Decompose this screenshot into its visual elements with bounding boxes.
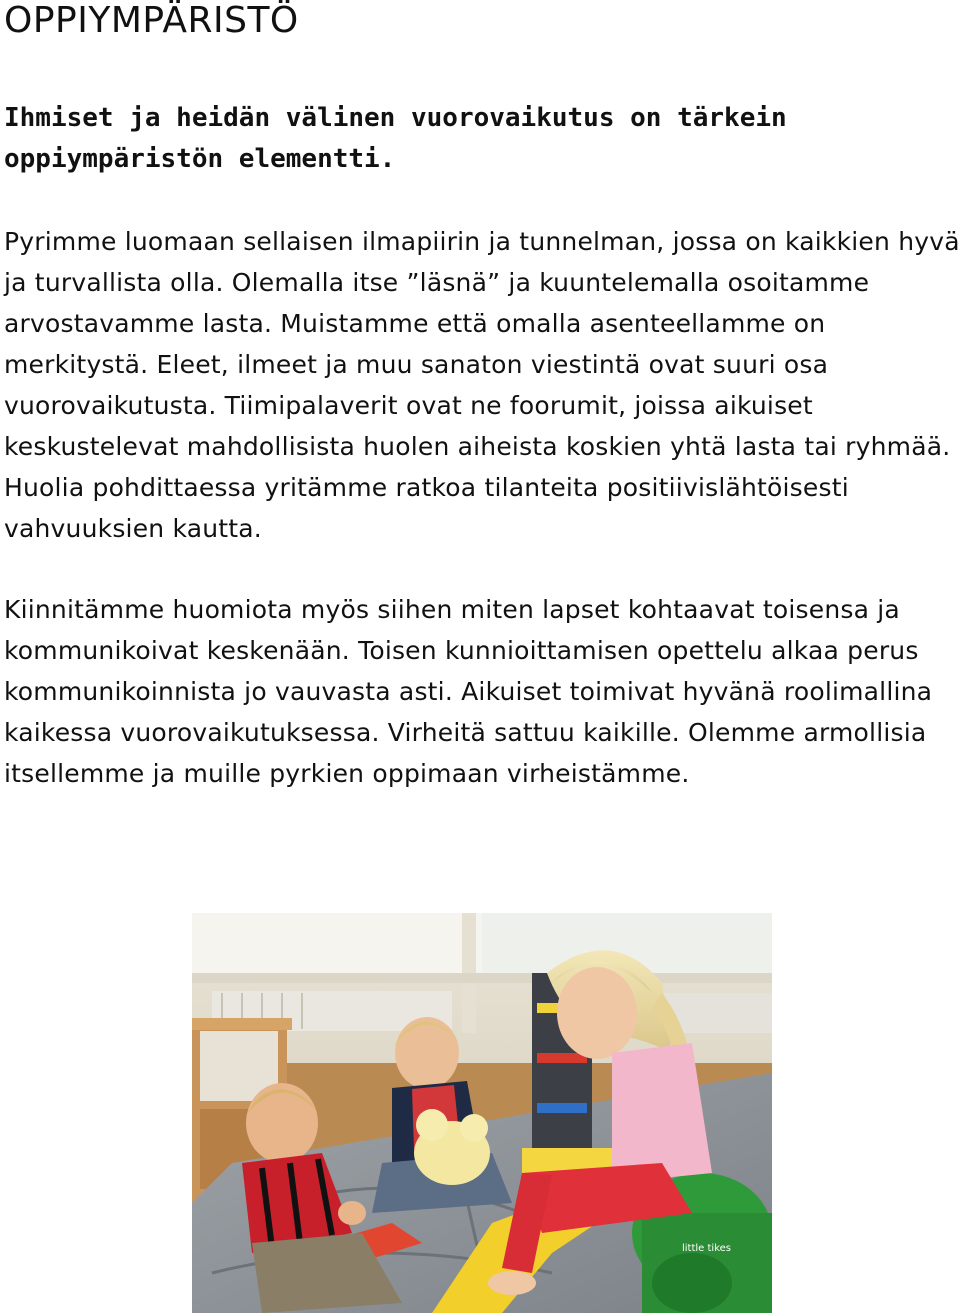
lead-paragraph: Ihmiset ja heidän välinen vuorovaikutus on tärkein oppiympäristön elementti. [4,103,787,174]
page-title: OPPIYMPÄRISTÖ [4,0,299,41]
toy-label: little tikes [682,1243,732,1254]
body-paragraph-1: Pyrimme luomaan sellaisen ilmapiirin ja tunnelman, jossa on kaikkien hyvä ja turvallista olla. Olemalla itse ”läsnä” ja kuuntelemalla osoitamme arvostavamme lasta. Muistamme että omalla asenteellamme on merkitystä. Eleet, ilmeet ja muu sanaton viestintä ovat suuri osa vuorovaikutusta. Tiimipalaverit ovat ne foorumit, joissa aikuiset keskustelevat mahdollisista huolen aiheista koskien yhtä lasta tai ryhmää. Huolia pohdittaessa yritämme ratkoa tilanteita positiivislähtöisesti vahvuuksien kautta. [4,227,960,543]
body-paragraph-2: Kiinnitämme huomiota myös siihen miten lapset kohtaavat toisensa ja kommunikoivat keskenään. Toisen kunnioittamisen opettelu alkaa perus kommunikoinnista jo vauvasta asti. Aikuiset toimivat hyvänä roolimallina kaikessa vuorovaikutuksessa. Virheitä sattuu kaikille. Olemme armollisia itsellemme ja muille pyrkien oppimaan virheistämme. [4,595,933,788]
children-playing-photo [192,913,772,1313]
